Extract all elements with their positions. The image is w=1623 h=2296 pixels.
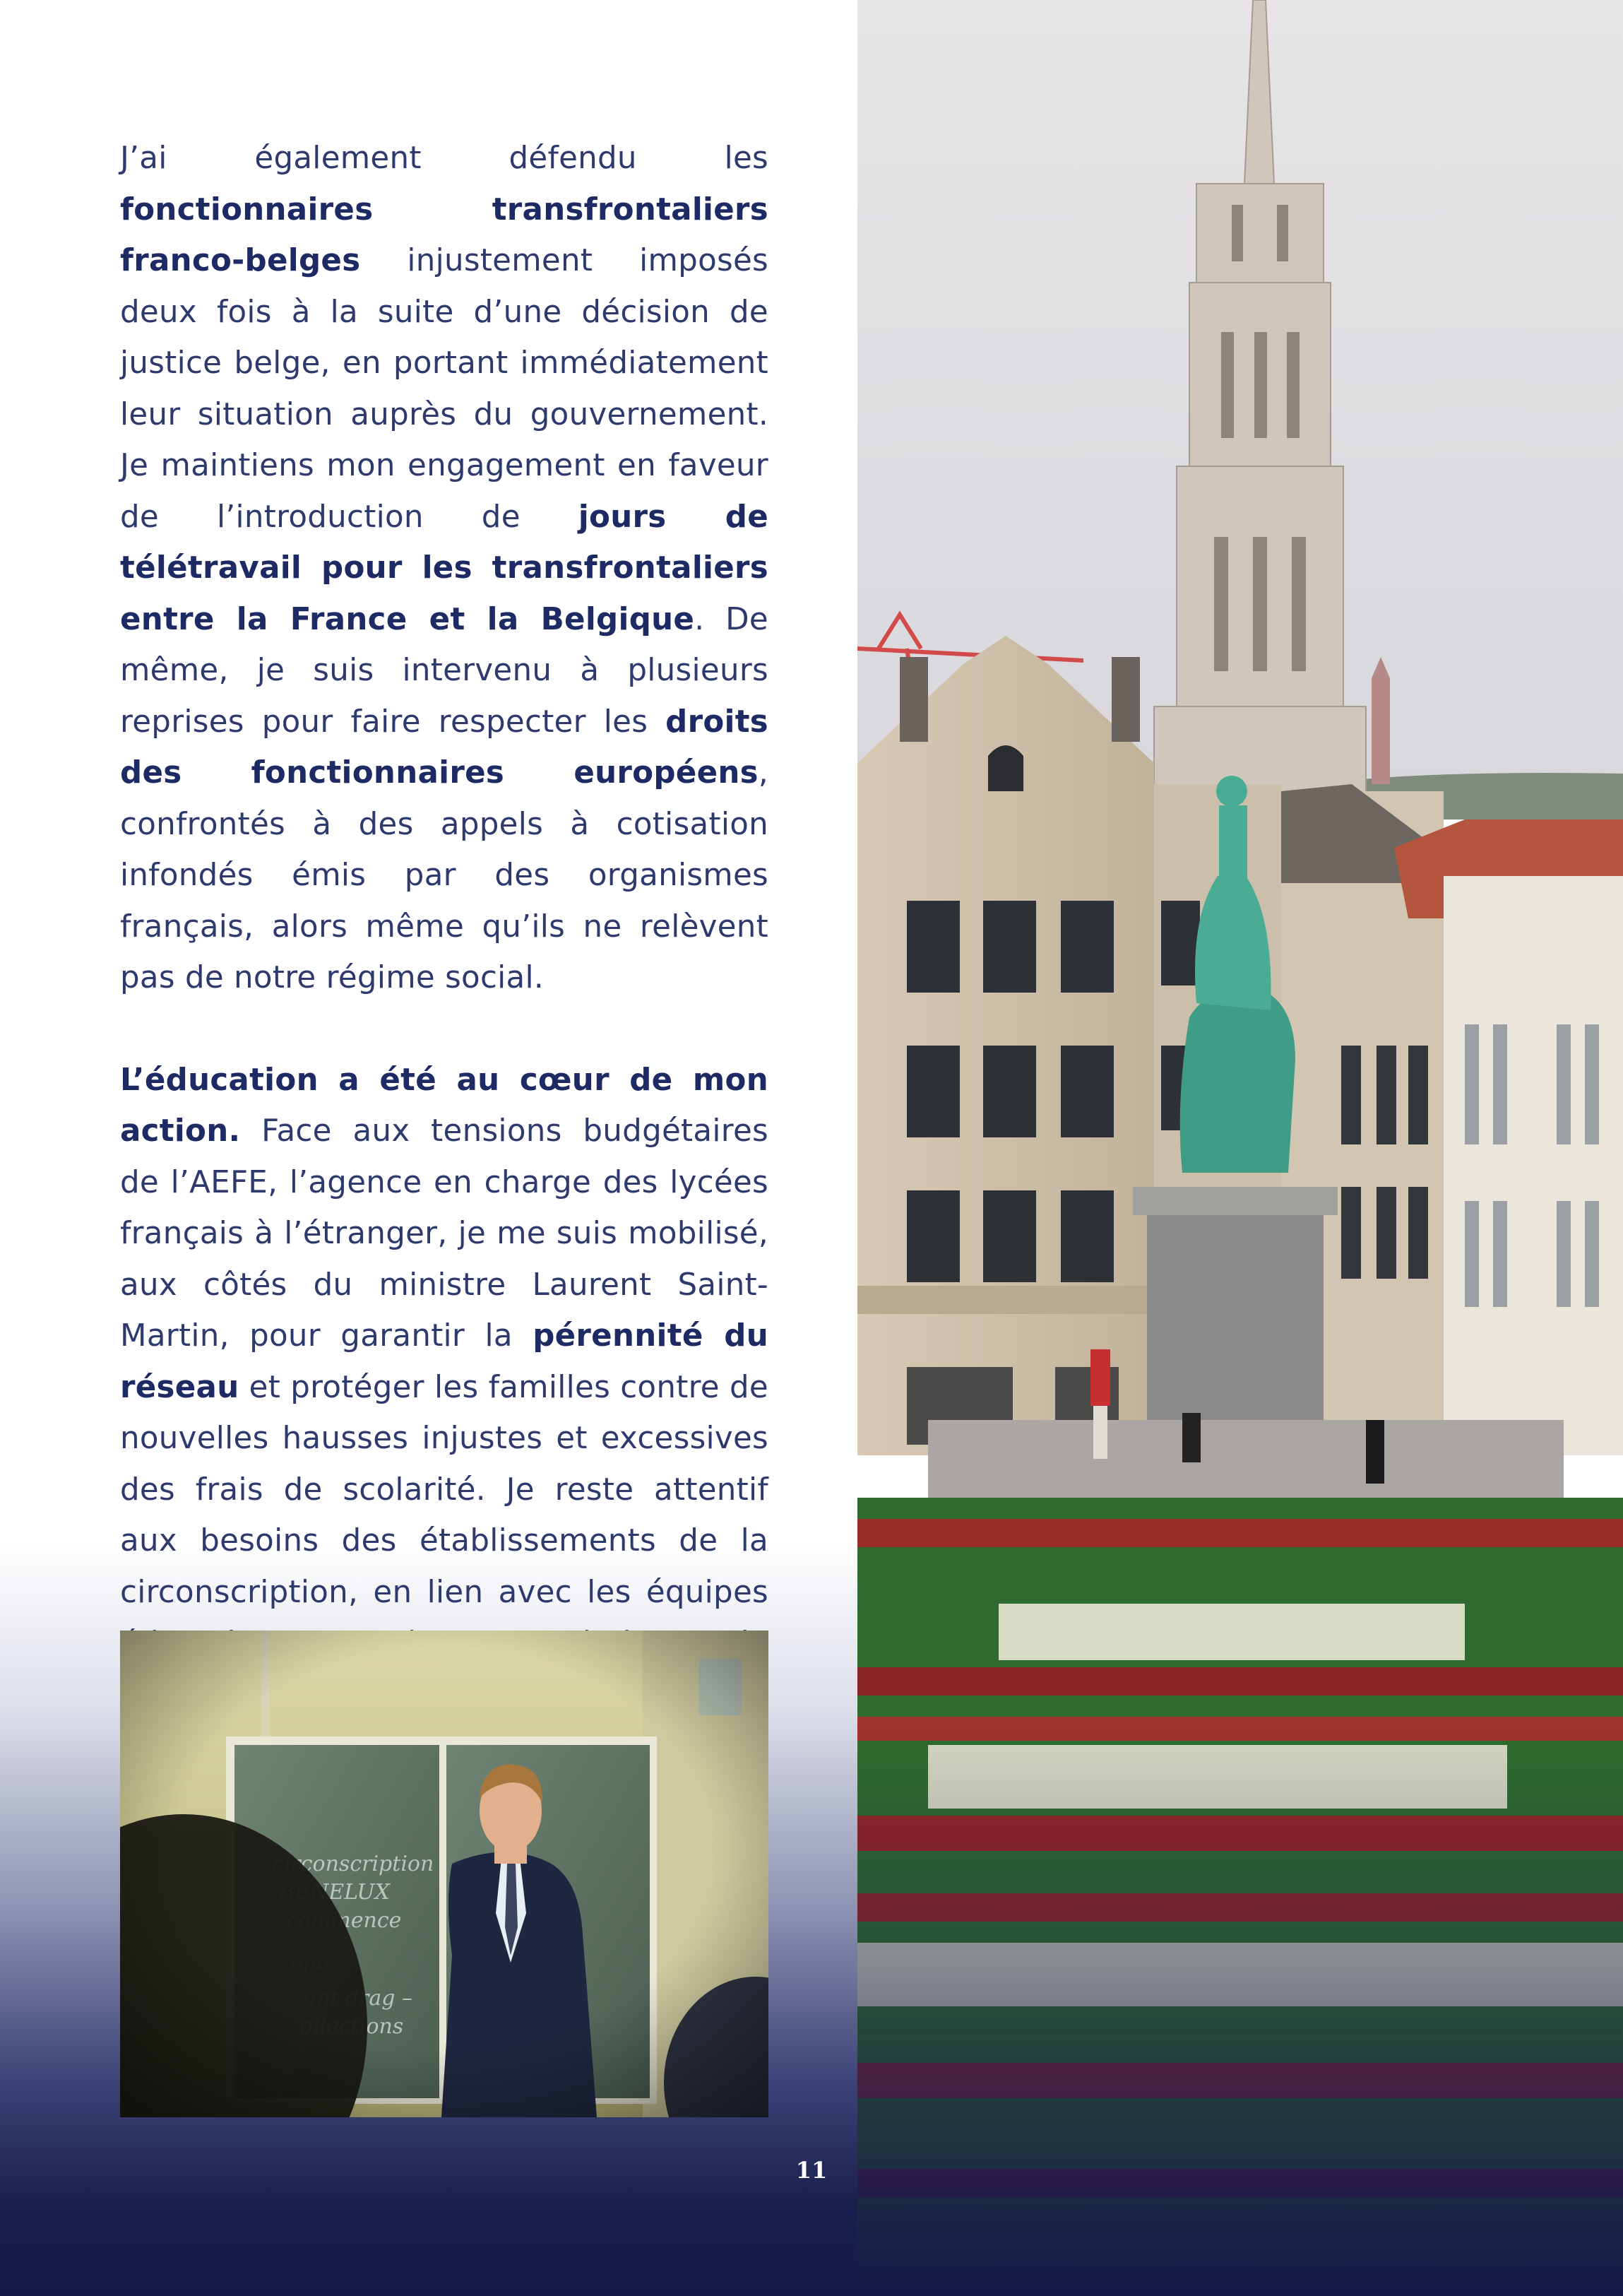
emphasis-text: jours de télétravail pour les transfrontaliers entre la France et la Belgique xyxy=(120,499,769,637)
paragraph-text: injustement imposés deux fois à la suite d’une décision de justice belge, en portant immédiatement leur situation auprès du gouvernement. Je maintiens mon engagement en faveur de l’introduction de xyxy=(120,243,768,535)
emphasis-text: droits des fonctionnaires européens xyxy=(120,704,768,791)
paragraph-education xyxy=(120,1055,768,1721)
classroom-photo xyxy=(120,1631,768,2117)
emphasis-text: fonctionnaires transfrontaliers franco-belges xyxy=(120,191,768,278)
paragraph-transfrontaliers xyxy=(120,133,768,1004)
paragraph-text: . De même, je suis intervenu à plusieurs reprises pour faire respecter les xyxy=(120,601,768,740)
body-text xyxy=(120,133,768,1720)
page-number: 11 xyxy=(795,2157,828,2184)
brussels-mont-des-arts-photo xyxy=(857,0,1623,2296)
emphasis-text: pérennité du réseau xyxy=(120,1318,769,1405)
paragraph-text: , confrontés à des appels à cotisation infondés émis par des organismes français, alors même qu’ils ne relèvent pas de notre régime social. xyxy=(120,755,768,995)
emphasis-text: L’éducation a été au cœur de mon action. xyxy=(120,1062,768,1149)
paragraph-text: et protéger les familles contre de nouvelles hausses injustes et excessives des frais de scolarité. Je reste attentif aux besoins des établissements de la circonscription, en lien avec les équipes xyxy=(120,1369,768,1610)
paragraph-text: J’ai également défendu les xyxy=(120,141,768,176)
paragraph-text: Face aux tensions budgétaires de l’AEFE, l’agence en charge des lycées français à l’étranger, je me suis mobilisé, aux côtés du ministre Laurent Saint-Martin, pour garantir la xyxy=(120,1113,768,1354)
baroque-building xyxy=(857,636,1154,1455)
